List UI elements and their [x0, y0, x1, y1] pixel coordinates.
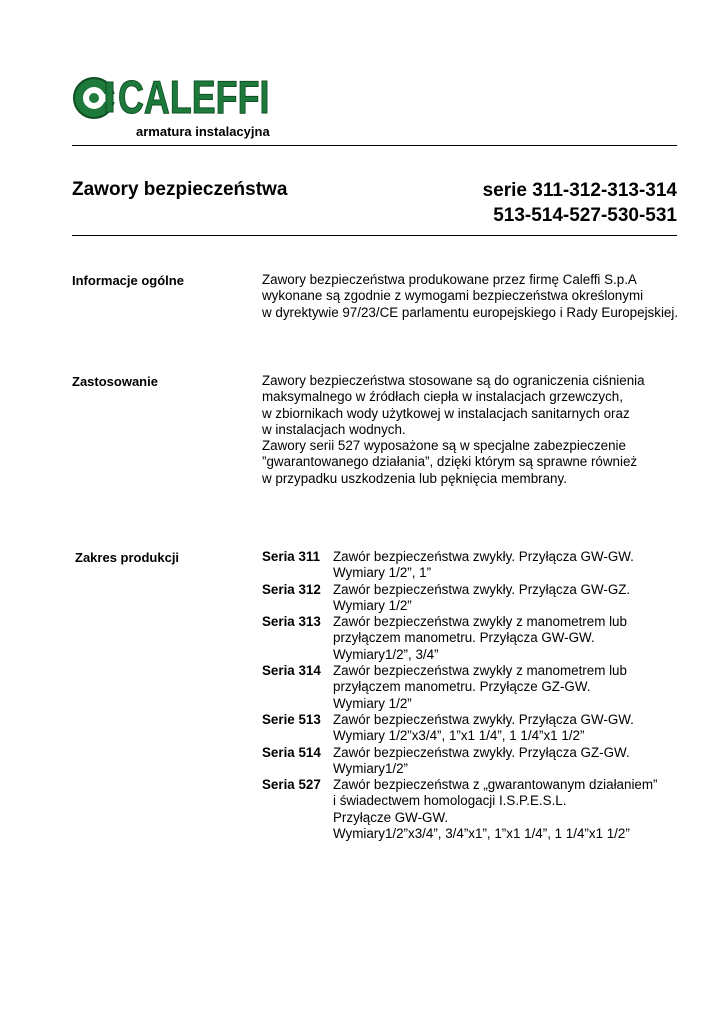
series-title-line1: serie 311-312-313-314	[482, 180, 677, 201]
series-description	[333, 614, 627, 663]
section-label-general: Informacje ogólne	[72, 273, 184, 288]
text-line: Zawory bezpieczeństwa produkowane przez firmę Caleffi S.p.A	[262, 272, 637, 287]
text-line: Zawór bezpieczeństwa zwykły. Przyłącza GW-GW.	[333, 549, 634, 564]
section-body-general	[262, 272, 678, 321]
logo-subtitle: armatura instalacyjna	[136, 124, 270, 139]
text-line: i świadectwem homologacji I.S.P.E.S.L.	[333, 793, 567, 809]
text-line: Wymiary 1/2”, 1”	[333, 565, 432, 581]
text-line: Wymiary1/2”	[333, 760, 409, 776]
series-description	[333, 582, 630, 615]
text-line: Zawór bezpieczeństwa z „gwarantowanym działaniem”	[333, 777, 658, 793]
text-line: Zawór bezpieczeństwa zwykły. Przyłącza GZ-GW.	[333, 744, 630, 760]
series-description	[333, 549, 634, 582]
series-label: Seria 314	[262, 663, 321, 679]
text-line: Przyłącze GW-GW.	[333, 809, 449, 825]
section-label-usage: Zastosowanie	[72, 374, 158, 389]
text-line: w zbiornikach wody użytkowej w instalacjach sanitarnych oraz	[262, 405, 630, 421]
product-range-list	[262, 549, 658, 842]
text-line: przyłączem manometru. Przyłącze GZ-GW.	[333, 679, 591, 695]
text-line: Wymiary1/2”x3/4”, 3/4”x1”, 1”x1 1/4”, 1 1/4”x1 1/2”	[333, 826, 630, 842]
series-description	[333, 745, 630, 778]
text-line: przyłączem manometru. Przyłącza GW-GW.	[333, 630, 595, 646]
series-label: Seria 312	[262, 581, 321, 597]
text-line: w dyrektywie 97/23/CE parlamentu europejskiego i Rady Europejskiej.	[262, 304, 679, 320]
series-description	[333, 777, 658, 842]
series-title	[483, 178, 677, 228]
section-label-range: Zakres produkcji	[75, 550, 180, 565]
text-line: Zawór bezpieczeństwa zwykły z manometrem lub	[333, 614, 627, 630]
list-item	[262, 777, 658, 842]
series-title-line2: 513-514-527-530-531	[493, 205, 677, 226]
text-line: maksymalnego w źródłach ciepła w instalacjach grzewczych,	[262, 389, 623, 405]
text-line: ”gwarantowanego działania”, dzięki którym są sprawne również	[262, 454, 638, 470]
series-label: Serie 513	[262, 711, 321, 727]
text-line: wykonane są zgodnie z wymogami bezpieczeństwa określonymi	[262, 288, 644, 304]
text-line: Wymiary 1/2”	[333, 597, 412, 613]
list-item	[262, 745, 658, 778]
text-line: Zawór bezpieczeństwa zwykły z manometrem lub	[333, 663, 627, 679]
text-line: Wymiary 1/2”	[333, 695, 412, 711]
text-line: w instalacjach wodnych.	[262, 421, 406, 437]
list-item	[262, 663, 658, 712]
caleffi-logo-icon	[72, 72, 118, 124]
section-body-usage	[262, 373, 645, 487]
logo-text: CALEFFI	[118, 71, 270, 123]
series-label: Seria 527	[262, 777, 321, 793]
list-item	[262, 712, 658, 745]
series-label: Seria 514	[262, 744, 321, 760]
text-line: Wymiary1/2”, 3/4”	[333, 646, 439, 662]
page-title: Zawory bezpieczeństwa	[72, 179, 288, 200]
text-line: Zawory serii 527 wyposażone są w specjalne zabezpieczenie	[262, 438, 626, 454]
list-item	[262, 549, 658, 582]
series-description	[333, 712, 634, 745]
header-divider	[72, 145, 677, 146]
text-line: Wymiary 1/2”x3/4”, 1”x1 1/4”, 1 1/4”x1 1/2”	[333, 728, 585, 744]
list-item	[262, 582, 658, 615]
title-divider	[72, 235, 677, 236]
text-line: w przypadku uszkodzenia lub pęknięcia membrany.	[262, 470, 567, 486]
text-line: Zawór bezpieczeństwa zwykły. Przyłącza GW-GZ.	[333, 581, 631, 597]
text-line: Zawory bezpieczeństwa stosowane są do ograniczenia ciśnienia	[262, 373, 645, 388]
series-label: Seria 311	[262, 549, 321, 564]
text-line: Zawór bezpieczeństwa zwykły. Przyłącza GW-GW.	[333, 711, 634, 727]
series-description	[333, 663, 627, 712]
series-label: Seria 313	[262, 614, 321, 630]
list-item	[262, 614, 658, 663]
